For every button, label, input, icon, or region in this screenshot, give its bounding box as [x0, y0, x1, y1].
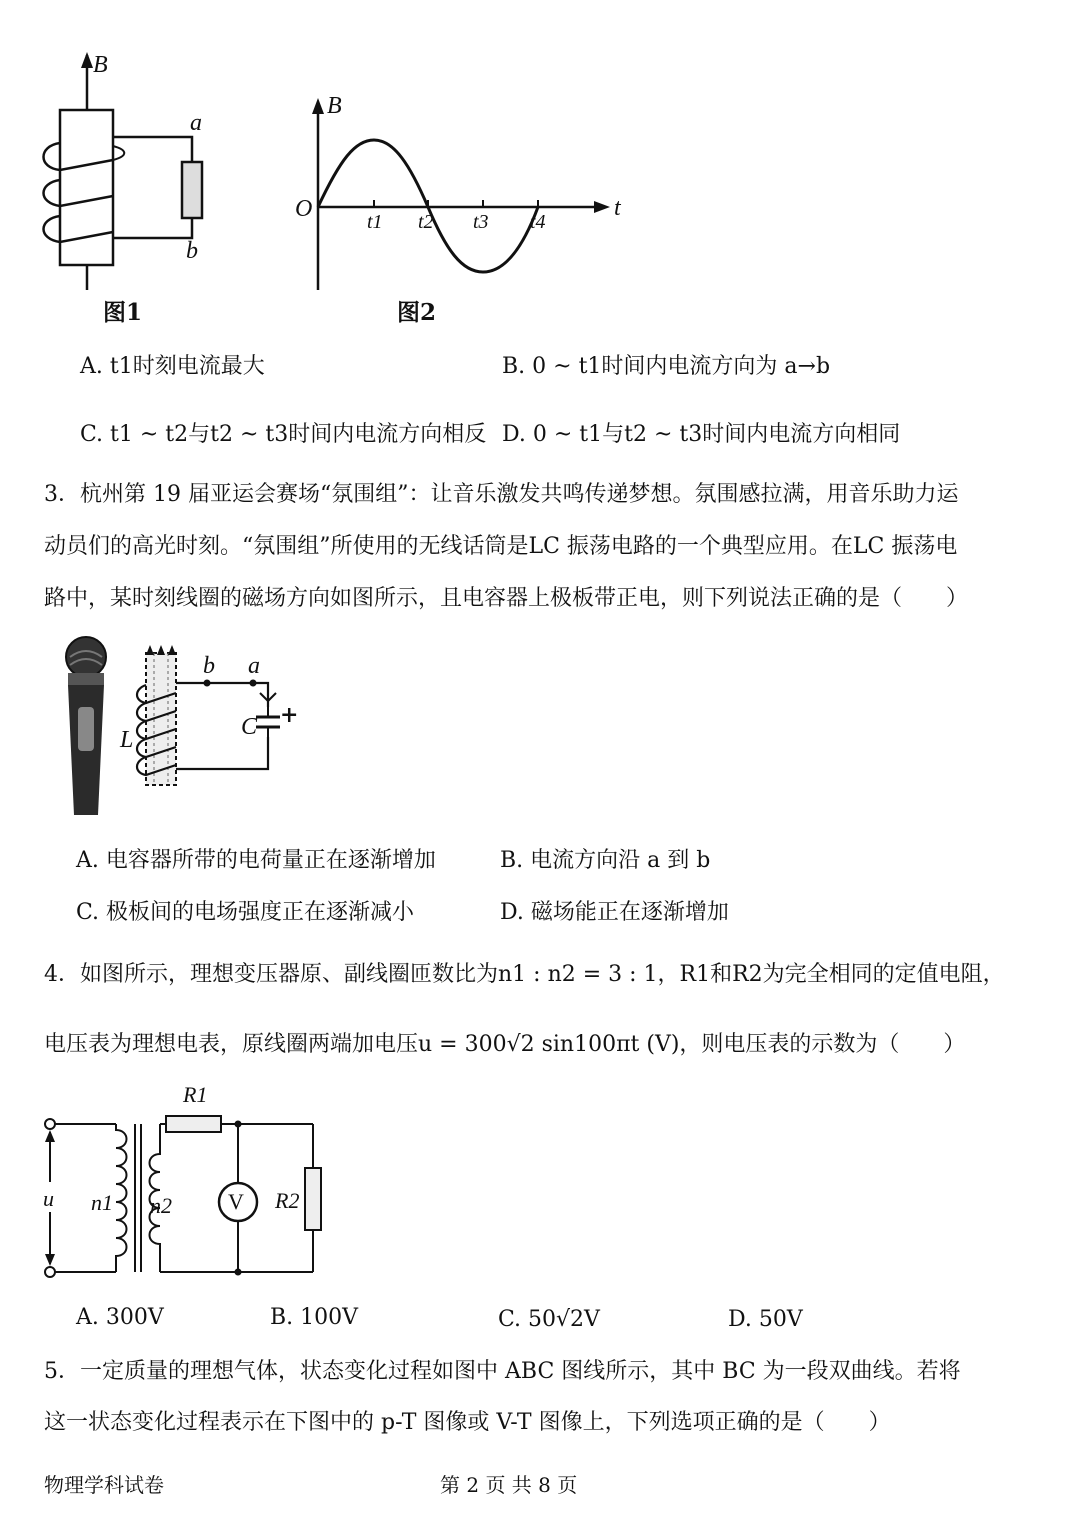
q2-option-a[interactable]: [80, 352, 265, 382]
q4-option-c-letter: C.: [498, 1307, 522, 1332]
q4-label-n2: n2: [150, 1193, 172, 1218]
q3-option-d-letter: D.: [500, 900, 524, 925]
fig2-caption: 图2: [397, 299, 437, 326]
q4-label-u: u: [43, 1186, 54, 1211]
q3-option-d-text: 磁场能正在逐渐增加: [530, 900, 729, 925]
figure-1-coil-circuit: [40, 50, 270, 310]
q4-option-b-letter: B.: [270, 1305, 294, 1330]
q3-option-b[interactable]: [500, 846, 710, 876]
q3-option-a-letter: A.: [76, 848, 99, 873]
q3-line-1: 3．杭州第 19 届亚运会赛场“氛围组”：让音乐激发共鸣传递梦想。氛围感拉满，用音乐助力运: [44, 482, 959, 507]
q3-option-c-letter: C.: [76, 900, 100, 925]
q4-label-r1: R1: [183, 1082, 208, 1107]
fig2-tick-label-t3: t3: [473, 211, 489, 233]
q3-option-c-text: 极板间的电场强度正在逐渐减小: [106, 900, 415, 925]
q2-option-a-text: t1时刻电流最大: [109, 354, 265, 379]
q3-label-l: L: [120, 727, 134, 753]
q3-option-b-text: 电流方向沿 a 到 b: [530, 848, 711, 873]
q4-line-2: 电压表为理想电表，原线圈两端加电压u = 300√2 sin100πt (V)，则电压表的示数为（ ）: [44, 1032, 966, 1057]
q2-option-d-letter: D.: [502, 422, 526, 447]
q2-option-c[interactable]: [80, 420, 486, 450]
q3-option-a[interactable]: [76, 846, 436, 876]
fig2-origin: O: [295, 196, 313, 222]
q2-option-a-letter: A.: [80, 354, 103, 379]
figure-2-b-t-graph: [290, 90, 630, 300]
q2-option-c-letter: C.: [80, 422, 104, 447]
q3-option-d[interactable]: [500, 898, 729, 928]
q4-option-b[interactable]: [270, 1303, 358, 1333]
q3-label-b: b: [203, 653, 215, 679]
fig1-caption: 图1: [103, 299, 143, 326]
q4-option-d-letter: D.: [728, 1307, 752, 1332]
q3-label-a: a: [248, 653, 260, 679]
q4-label-n1: n1: [91, 1190, 113, 1215]
q3-option-c[interactable]: [76, 898, 414, 928]
q2-option-c-text: t1 ~ t2与t2 ~ t3时间内电流方向相反: [110, 422, 487, 447]
q4-option-d-text: 50V: [758, 1307, 803, 1332]
q3-line-3: 路中，某时刻线圈的磁场方向如图所示，且电容器上极板带正电，则下列说法正确的是（ ）: [44, 586, 969, 611]
q3-line-2: 动员们的高光时刻。“氛围组”所使用的无线话筒是LC 振荡电路的一个典型应用。在LC 振荡电: [44, 534, 958, 559]
q4-option-b-text: 100V: [300, 1305, 359, 1330]
fig2-tick-label-t4: t4: [530, 211, 546, 233]
q4-option-a-text: 300V: [105, 1305, 164, 1330]
fig2-y-label: B: [327, 93, 342, 119]
footer-page-number: 第 2 页 共 8 页: [440, 1473, 578, 1497]
q2-option-b-text: 0 ~ t1时间内电流方向为 a→b: [532, 354, 831, 379]
q4-voltmeter-label: V: [228, 1189, 244, 1214]
q3-option-b-letter: B.: [500, 848, 524, 873]
q2-option-b-letter: B.: [502, 354, 526, 379]
fig1-label-b: b: [186, 238, 198, 264]
fig2-x-label: t: [614, 195, 621, 221]
q2-option-d-text: 0 ~ t1与t2 ~ t3时间内电流方向相同: [532, 422, 901, 447]
q3-option-a-text: 电容器所带的电荷量正在逐渐增加: [105, 848, 436, 873]
fig2-tick-label-t1: t1: [367, 211, 383, 233]
q4-option-a-letter: A.: [76, 1305, 99, 1330]
q4-option-c-text: 50√2V: [528, 1307, 600, 1332]
q3-label-c: C: [241, 714, 258, 740]
q5-line-1: 5．一定质量的理想气体，状态变化过程如图中 ABC 图线所示，其中 BC 为一段双曲线。若将: [44, 1359, 961, 1384]
fig1-label-a: a: [190, 110, 202, 136]
q3-microphone-image: [62, 635, 110, 820]
q5-line-2: 这一状态变化过程表示在下图中的 p-T 图像或 V-T 图像上，下列选项正确的是（ ）: [44, 1410, 891, 1435]
q4-option-c[interactable]: [498, 1305, 600, 1335]
q4-option-a[interactable]: [76, 1303, 164, 1333]
fig2-tick-label-t2: t2: [418, 211, 434, 233]
footer-subject: 物理学科试卷: [44, 1473, 164, 1497]
fig1-axis-label: B: [93, 52, 108, 78]
q2-option-d[interactable]: [502, 420, 900, 450]
q3-label-plus: +: [280, 702, 299, 728]
q2-option-b[interactable]: [502, 352, 830, 382]
q4-line-1: 4．如图所示，理想变压器原、副线圈匝数比为n1 : n2 = 3 : 1，R1和R2为完全相同的定值电阻，: [44, 962, 1005, 987]
q4-option-d[interactable]: [728, 1305, 803, 1335]
q4-label-r2: R2: [275, 1188, 300, 1213]
